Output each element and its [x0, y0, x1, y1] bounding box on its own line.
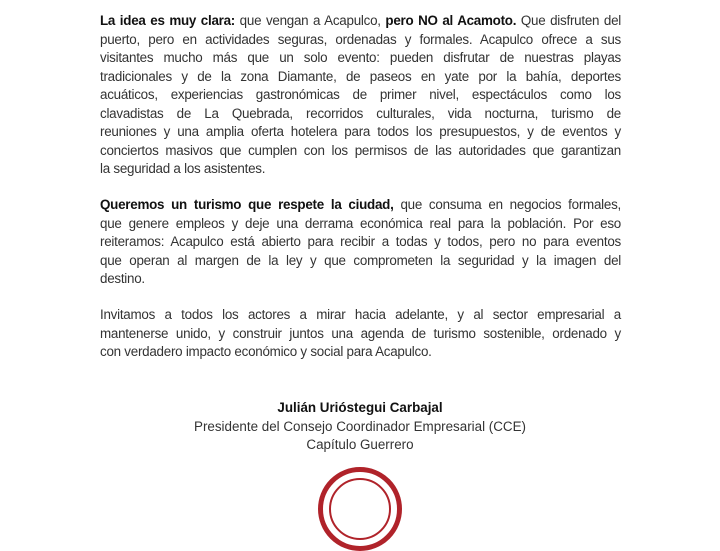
text-line: destino.	[100, 271, 145, 286]
text-line	[100, 12, 621, 31]
text: que consuma en negocios formales,	[393, 197, 621, 212]
text-line: tradicionales y de la zona Diamante, de paseos en yate por la bahía, deportes	[100, 68, 621, 84]
text-line: clavadistas de La Quebrada, recorridos culturales, vida nocturna, turismo de	[100, 105, 621, 121]
text-line: conciertos masivos que cumplen con los permisos de las autoridades que garantizan	[100, 142, 621, 158]
bold-text: pero NO al Acamoto.	[385, 13, 517, 28]
text: Que disfruten del	[516, 13, 621, 28]
text: que vengan a Acapulco,	[235, 13, 386, 28]
signatory-title: Presidente del Consejo Coordinador Empresarial (CCE)	[194, 418, 526, 434]
text-line: puerto, pero en actividades seguras, ordenadas y formales. Acapulco ofrece a sus	[100, 31, 621, 47]
signatory-chapter: Capítulo Guerrero	[306, 437, 414, 452]
text-line: reuniones y una amplia oferta hotelera para todos los presupuestos, y de eventos y	[100, 124, 621, 139]
text-line: la seguridad a los asistentes.	[100, 161, 266, 176]
text-line: que genere empleos y deje una derrama económica real para la población. Por eso	[100, 215, 621, 231]
text-line: mantenerse unido, y construir juntos una agenda de turismo sostenible, ordenado y	[100, 325, 621, 341]
text-line	[100, 196, 621, 215]
bold-text: La idea es muy clara:	[100, 13, 236, 28]
paragraph-1	[100, 12, 621, 179]
text-line: visitantes mucho más que un solo evento: pueden disfrutar de nuestras playas	[100, 50, 621, 65]
text-line: reiteramos: Acapulco está abierto para recibir a todas y todos, pero no para eventos	[100, 234, 621, 249]
text-line: acuáticos, experiencias gastronómicas de primer nivel, espectáculos como los	[100, 87, 621, 102]
text-line: Invitamos a todos los actores a mirar hacia adelante, y al sector empresarial a	[100, 307, 621, 322]
paragraph-3	[100, 306, 621, 362]
signature-block	[0, 399, 720, 455]
bold-text: Queremos un turismo que respete la ciudad,	[100, 197, 394, 212]
text-line: con verdadero impacto económico y social para Acapulco.	[100, 344, 432, 359]
text-line: que operan al margen de la ley y que comprometen la seguridad y la imagen del	[100, 252, 621, 268]
signatory-name: Julián Urióstegui Carbajal	[277, 400, 443, 415]
paragraph-2	[100, 196, 621, 289]
